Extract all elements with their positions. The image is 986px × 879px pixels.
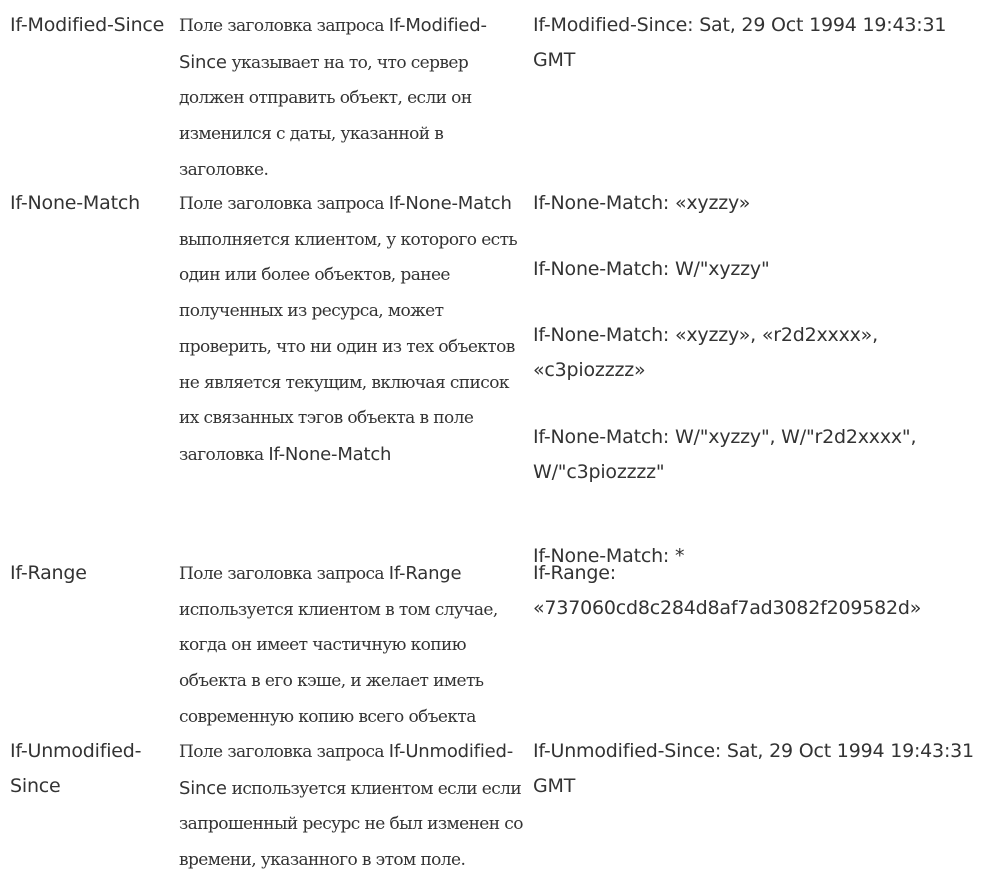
description-text: используется клиентом в том случае, когда он имеет частичную копию объекта в его кэше, и желает иметь современную копию всего объекта <box>179 599 498 727</box>
header-name-text: If-Modified-Since <box>10 14 165 36</box>
description-header-token: If-Modified-Since <box>179 15 487 73</box>
header-name <box>10 186 179 221</box>
description-text: указывает на то, что сервер должен отправить объект, если он изменился с даты, указанной в заголовке. <box>179 52 472 180</box>
description-text: Поле заголовка запроса <box>179 194 389 214</box>
description-text: Поле заголовка запроса <box>179 16 389 36</box>
header-example <box>533 556 980 626</box>
header-description <box>179 8 533 189</box>
header-name-text: If-Range <box>10 562 87 584</box>
header-description <box>179 556 533 736</box>
example-line: If-None-Match: W/"xyzzy" <box>533 258 770 280</box>
description-header-token: If-Unmodified-Since <box>179 741 514 799</box>
description-header-token: If-None-Match <box>268 443 392 465</box>
example-line: If-Range: «737060cd8c284d8af7ad3082f209582d» <box>533 562 922 619</box>
header-description <box>179 734 533 879</box>
description-text: выполняется клиентом, у которого есть один или более объектов, ранее полученных из ресурса, может проверить, что ни один из тех объектов не является текущим, включая список их связанных тэгов объекта в поле заголовка <box>179 229 518 465</box>
header-example <box>533 186 980 574</box>
example-line: If-None-Match: «xyzzy» <box>533 192 751 214</box>
table-row <box>10 556 980 734</box>
example-line: If-None-Match: W/"xyzzy", W/"r2d2xxxx", W/"c3piozzzz" <box>533 426 917 483</box>
description-header-token: If-Range <box>388 563 462 584</box>
header-name <box>10 556 179 591</box>
header-name <box>10 734 179 804</box>
example-line: If-Modified-Since: Sat, 29 Oct 1994 19:43:31 GMT <box>533 14 947 71</box>
header-example <box>533 8 980 78</box>
header-description <box>179 186 533 474</box>
header-name-text: If-Unmodified-Since <box>10 740 142 797</box>
description-text: используется клиентом если если запрошенный ресурс не был изменен со времени, указанного в этом поле. <box>179 778 523 871</box>
table-row <box>10 186 980 567</box>
header-name-text: If-None-Match <box>10 192 140 214</box>
description-header-token: If-None-Match <box>388 193 512 214</box>
table-row <box>10 734 980 869</box>
table-row <box>10 8 980 186</box>
description-text: Поле заголовка запроса <box>179 742 389 762</box>
header-name <box>10 8 179 43</box>
http-headers-table <box>10 8 980 869</box>
example-line: If-Unmodified-Since: Sat, 29 Oct 1994 19:43:31 GMT <box>533 740 974 797</box>
example-line: If-None-Match: «xyzzy», «r2d2xxxx», «c3piozzzz» <box>533 324 878 381</box>
description-text: Поле заголовка запроса <box>179 564 389 584</box>
header-example <box>533 734 980 804</box>
example-line: If-None-Match: * <box>533 545 685 567</box>
